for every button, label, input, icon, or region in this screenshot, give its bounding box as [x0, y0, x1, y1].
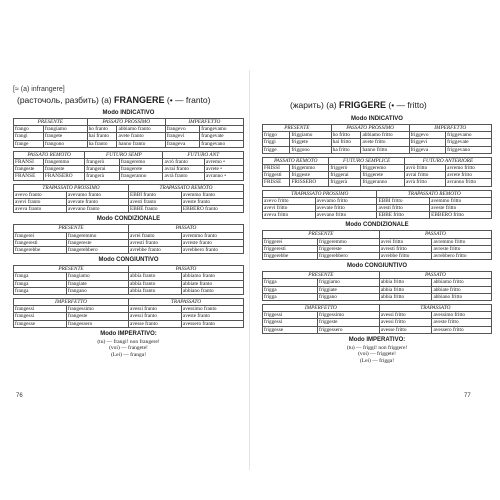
- cell: ho franto: [87, 126, 117, 133]
- conjugation-table: [13, 265, 244, 295]
- cell: avevo fritto: [263, 197, 316, 204]
- cell: frangevamo: [200, 126, 244, 133]
- tense-header: TRAPASSATO: [379, 305, 491, 312]
- cell: avresti franto: [128, 239, 181, 246]
- cell: frangeremo: [119, 159, 163, 166]
- cell: friggeste: [317, 319, 379, 326]
- cell: FRANSERO: [43, 173, 84, 180]
- cell: frangevo: [165, 126, 200, 133]
- cell: friggo: [263, 132, 290, 139]
- cell: friggiamo: [317, 279, 379, 286]
- cell: frangono: [43, 140, 87, 147]
- verb-title: [290, 100, 492, 110]
- cell: friggerò: [329, 165, 361, 172]
- table-row: [263, 245, 492, 252]
- tense-header: PRESENTE: [263, 231, 380, 238]
- cell: friggeremo: [361, 165, 405, 172]
- table-row: [263, 139, 492, 146]
- table-row: [263, 253, 492, 260]
- cell: avreste franto: [181, 239, 243, 246]
- cell: abbiamo fritto: [432, 279, 492, 286]
- cell: avevamo fritto: [315, 197, 377, 204]
- conjugation-table: [262, 124, 492, 154]
- table-row: [263, 238, 492, 245]
- cell: frangeste: [43, 166, 84, 173]
- cell: avevamo franto: [66, 191, 128, 198]
- mode-heading-condizionale: Modo CONDIZIONALE: [96, 216, 161, 223]
- tense-header: FUTURO ANT: [163, 151, 244, 158]
- imperative-line: (tu) — frangi! non frangere!: [97, 338, 160, 345]
- cell: frango: [14, 126, 44, 133]
- cell: friggono: [290, 146, 331, 153]
- mode-heading-indicativo: Modo INDICATIVO: [102, 110, 155, 116]
- imperative-line: (Lei) — franga!: [110, 352, 147, 359]
- cell: aveva fritto: [263, 212, 316, 219]
- conjugation-table: [13, 224, 244, 254]
- table-row: [14, 287, 244, 294]
- mode-heading-condizionale: Modo CONDIZIONALE: [345, 222, 409, 229]
- cell: friggessero: [317, 326, 379, 333]
- cell: abbia franto: [128, 280, 181, 287]
- cell: ho fritto: [331, 132, 361, 139]
- imperative-line: (tu) — friggi! non friggere!: [346, 344, 408, 351]
- cell: avrebbero franto: [181, 247, 243, 254]
- title-suffix: (• — franto): [164, 95, 211, 105]
- table-row: [263, 293, 492, 300]
- cell: abbia fritto: [379, 286, 432, 293]
- cell: frangeva: [165, 140, 200, 147]
- table-row: [263, 197, 492, 204]
- cell: friggevate: [446, 139, 492, 146]
- tense-header: PASSATO: [379, 231, 491, 238]
- cell: frangessi: [14, 313, 67, 320]
- cell: frange: [14, 140, 44, 147]
- table-row: [263, 179, 492, 186]
- tense-header: IMPERFETTO: [263, 305, 380, 312]
- table-row: [263, 279, 492, 286]
- cell: avrete •: [204, 166, 243, 173]
- cell: abbiamo fritto: [361, 132, 409, 139]
- tense-header: PASSATO PROSSIMO: [331, 125, 409, 132]
- table-row: [263, 212, 492, 219]
- cell: friggerete: [361, 172, 405, 179]
- tense-header: FUTURO SEMP: [85, 151, 163, 158]
- table-row: [263, 165, 492, 172]
- tense-header: TRAPASSATO REMOTO: [128, 184, 243, 191]
- cell: ha fritto: [331, 146, 361, 153]
- cell: frangeste: [66, 313, 128, 320]
- cell: avesti franto: [128, 199, 181, 206]
- cell: frangeranno: [119, 173, 163, 180]
- cell: friggerai: [329, 172, 361, 179]
- cell: friggevano: [446, 146, 492, 153]
- conjugation-table: [262, 190, 492, 220]
- cell: abbia franto: [128, 273, 181, 280]
- cell: hai fritto: [331, 139, 361, 146]
- mode-heading-congiuntivo: Modo CONGIUNTIVO: [98, 257, 159, 264]
- cell: avrete fritto: [446, 172, 492, 179]
- cell: avrebbe franto: [128, 247, 181, 254]
- cell: avrebbero fritto: [432, 253, 492, 260]
- cell: frigge: [263, 146, 290, 153]
- title-prefix: (расточоль, разбить) (a): [17, 95, 114, 105]
- tense-header: FUTURO SEMPLICE: [329, 157, 405, 164]
- cell: abbiamo franto: [117, 126, 165, 133]
- cell: frangerete: [119, 166, 163, 173]
- table-row: [14, 247, 244, 254]
- conjugation-table: [13, 298, 244, 328]
- cell: frangerò: [85, 159, 120, 166]
- cell: friggiamo: [290, 132, 331, 139]
- cell: friggevamo: [446, 132, 492, 139]
- cell: avessi fritto: [379, 319, 432, 326]
- cell: avessi franto: [128, 306, 181, 313]
- table-row: [14, 126, 244, 133]
- cell: friggete: [290, 139, 331, 146]
- imperative-line: (voi) — friggete!: [358, 351, 396, 358]
- cell: friggevo: [409, 132, 446, 139]
- mode-heading-indicativo: Modo INDICATIVO: [351, 116, 403, 122]
- cell: friggessimo: [317, 312, 379, 319]
- title-verb: FRIGGERE: [338, 100, 386, 110]
- cell: friggi: [263, 139, 290, 146]
- tense-header: PRESENTE: [263, 125, 332, 132]
- tense-header: IMPERFETTO: [409, 125, 491, 132]
- cell: avete franto: [117, 133, 165, 140]
- cell: avessi fritto: [379, 312, 432, 319]
- cell: avessero fritto: [432, 326, 492, 333]
- cell: avemmo franto: [181, 191, 243, 198]
- cell: friggeranno: [361, 179, 405, 186]
- cell: abbiate fritto: [432, 286, 492, 293]
- cell: aveste fritto: [430, 205, 492, 212]
- cell: frangevi: [165, 133, 200, 140]
- table-row: [14, 191, 244, 198]
- cell: EBBI franto: [128, 191, 181, 198]
- cell: avesse franto: [128, 320, 181, 327]
- cell: avremo •: [204, 159, 243, 166]
- page-number-right: 77: [464, 393, 471, 399]
- table-row: [263, 146, 492, 153]
- title-verb: FRANGERE: [114, 95, 165, 105]
- cell: franga: [14, 280, 67, 287]
- cell: EBBE fritto: [377, 212, 430, 219]
- table-row: [263, 205, 492, 212]
- cell: avevano fritto: [315, 212, 377, 219]
- cell: avevate franto: [66, 199, 128, 206]
- tense-header: PASSATO PROSSIMO: [87, 119, 165, 126]
- cell: frangerei: [14, 232, 67, 239]
- cell: frangete: [43, 133, 87, 140]
- cell: franga: [14, 287, 67, 294]
- cell: frangevano: [200, 140, 244, 147]
- cell: friggano: [317, 293, 379, 300]
- cell: FRANSI: [14, 159, 44, 166]
- tense-header: FUTURO ANTERIORE: [404, 157, 491, 164]
- cell: friggesse: [263, 326, 318, 333]
- cell: frangiate: [66, 280, 128, 287]
- tense-header: TRAPASSATO PROSSIMO: [263, 190, 377, 197]
- cell: hai franto: [87, 133, 117, 140]
- cell: FRANSE: [14, 173, 44, 180]
- tense-header: TRAPASSATO REMOTO: [377, 190, 492, 197]
- cell: avranno fritto: [446, 179, 492, 186]
- conjugation-table: [262, 230, 492, 260]
- conjugation-table: [262, 304, 492, 334]
- cell: abbia franto: [128, 287, 181, 294]
- cell: avevi franto: [14, 199, 67, 206]
- cell: avrai franto: [163, 166, 204, 173]
- cell: avemmo fritto: [430, 197, 492, 204]
- conjugation-table: [13, 184, 244, 214]
- cell: EBBI fritto: [377, 197, 430, 204]
- cell: avevate fritto: [315, 205, 377, 212]
- title-suffix: (• — fritto): [386, 100, 427, 110]
- cell: frangessi: [14, 306, 67, 313]
- table-row: [263, 319, 492, 326]
- cell: frangessimo: [66, 306, 128, 313]
- cell: avremo fritto: [446, 165, 492, 172]
- cell: abbiamo franto: [181, 273, 243, 280]
- tense-header: IMPERFETTO: [165, 119, 243, 126]
- cell: avrei fritto: [379, 238, 432, 245]
- cell: avrebbe fritto: [379, 253, 432, 260]
- cell: friggerei: [263, 238, 318, 245]
- cell: avrà fritto: [404, 179, 445, 186]
- cell: frangiamo: [66, 273, 128, 280]
- table-row: [14, 273, 244, 280]
- tense-header: PASSATO: [128, 266, 243, 273]
- tense-header: PASSATO REMOTO: [14, 151, 85, 158]
- cell: abbia fritto: [379, 279, 432, 286]
- tense-header: PRESENTE: [14, 266, 129, 273]
- title-prefix: (жарить) (a): [290, 100, 339, 110]
- cell: frigga: [263, 293, 318, 300]
- cell: hanno fritto: [361, 146, 409, 153]
- table-row: [263, 132, 492, 139]
- table-row: [263, 326, 492, 333]
- tense-header: PASSATO: [379, 272, 491, 279]
- cell: avreste fritto: [432, 245, 492, 252]
- cell: franga: [14, 273, 67, 280]
- cell: friggessi: [263, 312, 318, 319]
- cell: friggeste: [290, 172, 329, 179]
- cell: avrò franto: [163, 159, 204, 166]
- cell: avesse fritto: [379, 326, 432, 333]
- cell: avremmo franto: [181, 232, 243, 239]
- cell: avrà franto: [163, 173, 204, 180]
- tense-header: PASSATO REMOTO: [263, 157, 329, 164]
- cell: frangiamo: [43, 126, 87, 133]
- cell: frangeresti: [14, 239, 67, 246]
- mode-heading-imperativo: Modo IMPERATIVO:: [100, 330, 157, 337]
- table-row: [14, 166, 244, 173]
- table-row: [14, 232, 244, 239]
- cell: frangerebbe: [14, 247, 67, 254]
- cell: FRISSI: [263, 165, 290, 172]
- cell: avresti fritto: [379, 245, 432, 252]
- cell: frangesse: [14, 320, 67, 327]
- cell: frangeremmo: [66, 232, 128, 239]
- table-row: [14, 313, 244, 320]
- cell: friggeresti: [263, 245, 318, 252]
- table-row: [14, 199, 244, 206]
- cell: hanno franto: [117, 140, 165, 147]
- cell: avrei franto: [128, 232, 181, 239]
- table-row: [263, 172, 492, 179]
- cell: abbia fritto: [379, 293, 432, 300]
- cell: friggemmo: [290, 165, 329, 172]
- tense-header: PRESENTE: [14, 225, 129, 232]
- cell: frangerai: [85, 166, 120, 173]
- cell: friggerebbe: [263, 253, 318, 260]
- tense-header: TRAPASSATO: [128, 299, 243, 306]
- conjugation-table: [13, 151, 244, 181]
- imperative-line: (Lei) — frigga!: [359, 358, 395, 365]
- conjugation-table: [13, 118, 244, 148]
- cell: avremmo fritto: [432, 238, 492, 245]
- table-row: [14, 173, 244, 180]
- cell: avevi fritto: [263, 205, 316, 212]
- cell: abbiano fritto: [432, 293, 492, 300]
- cell: frigga: [263, 279, 318, 286]
- tense-header: PASSATO: [128, 225, 243, 232]
- cell: EBBERO franto: [181, 206, 243, 213]
- cell: friggesti: [263, 172, 290, 179]
- table-row: [14, 239, 244, 246]
- cell: EBBE franto: [128, 206, 181, 213]
- cell: avrai fritto: [404, 172, 445, 179]
- verb-reference: [≈ (a) infrangere]: [13, 86, 65, 93]
- cell: frangessero: [66, 320, 128, 327]
- cell: abbiate franto: [181, 280, 243, 287]
- conjugation-table: [262, 157, 492, 187]
- cell: frangereste: [66, 239, 128, 246]
- tense-header: IMPERFETTO: [14, 299, 129, 306]
- right-page: [250, 0, 500, 500]
- mode-heading-congiuntivo: Modo CONGIUNTIVO: [347, 263, 407, 270]
- cell: aveste fritto: [432, 319, 492, 326]
- cell: ha franto: [87, 140, 117, 147]
- tense-header: PRESENTE: [263, 272, 380, 279]
- cell: avete fritto: [361, 139, 409, 146]
- cell: avevo franto: [14, 191, 67, 198]
- cell: avrò fritto: [404, 165, 445, 172]
- cell: frangevate: [200, 133, 244, 140]
- mode-heading-imperativo: Modo IMPERATIVO:: [348, 336, 406, 343]
- imperative-line: (voi) — frangete!: [109, 345, 148, 352]
- cell: frangerà: [85, 173, 120, 180]
- table-row: [14, 206, 244, 213]
- cell: avevano franto: [66, 206, 128, 213]
- cell: abbiano franto: [181, 287, 243, 294]
- cell: frangeste: [14, 166, 44, 173]
- cell: FRISSERO: [290, 179, 329, 186]
- cell: avessimo fritto: [432, 312, 492, 319]
- cell: friggeva: [409, 146, 446, 153]
- cell: aveste franto: [181, 313, 243, 320]
- cell: frigga: [263, 286, 318, 293]
- tense-header: TRAPASSATO PROSSIMO: [14, 184, 129, 191]
- table-row: [14, 133, 244, 140]
- table-row: [14, 159, 244, 166]
- cell: friggereste: [317, 245, 379, 252]
- conjugation-table: [262, 271, 492, 301]
- table-row: [14, 320, 244, 327]
- cell: friggerebbero: [317, 253, 379, 260]
- table-row: [263, 286, 492, 293]
- cell: friggeremmo: [317, 238, 379, 245]
- cell: EBBERO fritto: [430, 212, 492, 219]
- cell: friggiate: [317, 286, 379, 293]
- cell: avessi franto: [128, 313, 181, 320]
- cell: avranno •: [204, 173, 243, 180]
- cell: frangano: [66, 287, 128, 294]
- cell: frangi: [14, 133, 44, 140]
- cell: frangemmo: [43, 159, 84, 166]
- cell: avesti fritto: [377, 205, 430, 212]
- table-row: [14, 280, 244, 287]
- cell: friggerà: [329, 179, 361, 186]
- cell: avessero franto: [181, 320, 243, 327]
- cell: friggessi: [263, 319, 318, 326]
- verb-title: [17, 95, 244, 105]
- table-row: [263, 312, 492, 319]
- tense-header: PRESENTE: [14, 119, 88, 126]
- table-row: [14, 306, 244, 313]
- page-number-left: 76: [16, 393, 23, 399]
- cell: aveste franto: [181, 199, 243, 206]
- cell: frangerebbero: [66, 247, 128, 254]
- cell: avessimo franto: [181, 306, 243, 313]
- cell: friggevi: [409, 139, 446, 146]
- cell: aveva franto: [14, 206, 67, 213]
- table-row: [14, 140, 244, 147]
- cell: FRISSE: [263, 179, 290, 186]
